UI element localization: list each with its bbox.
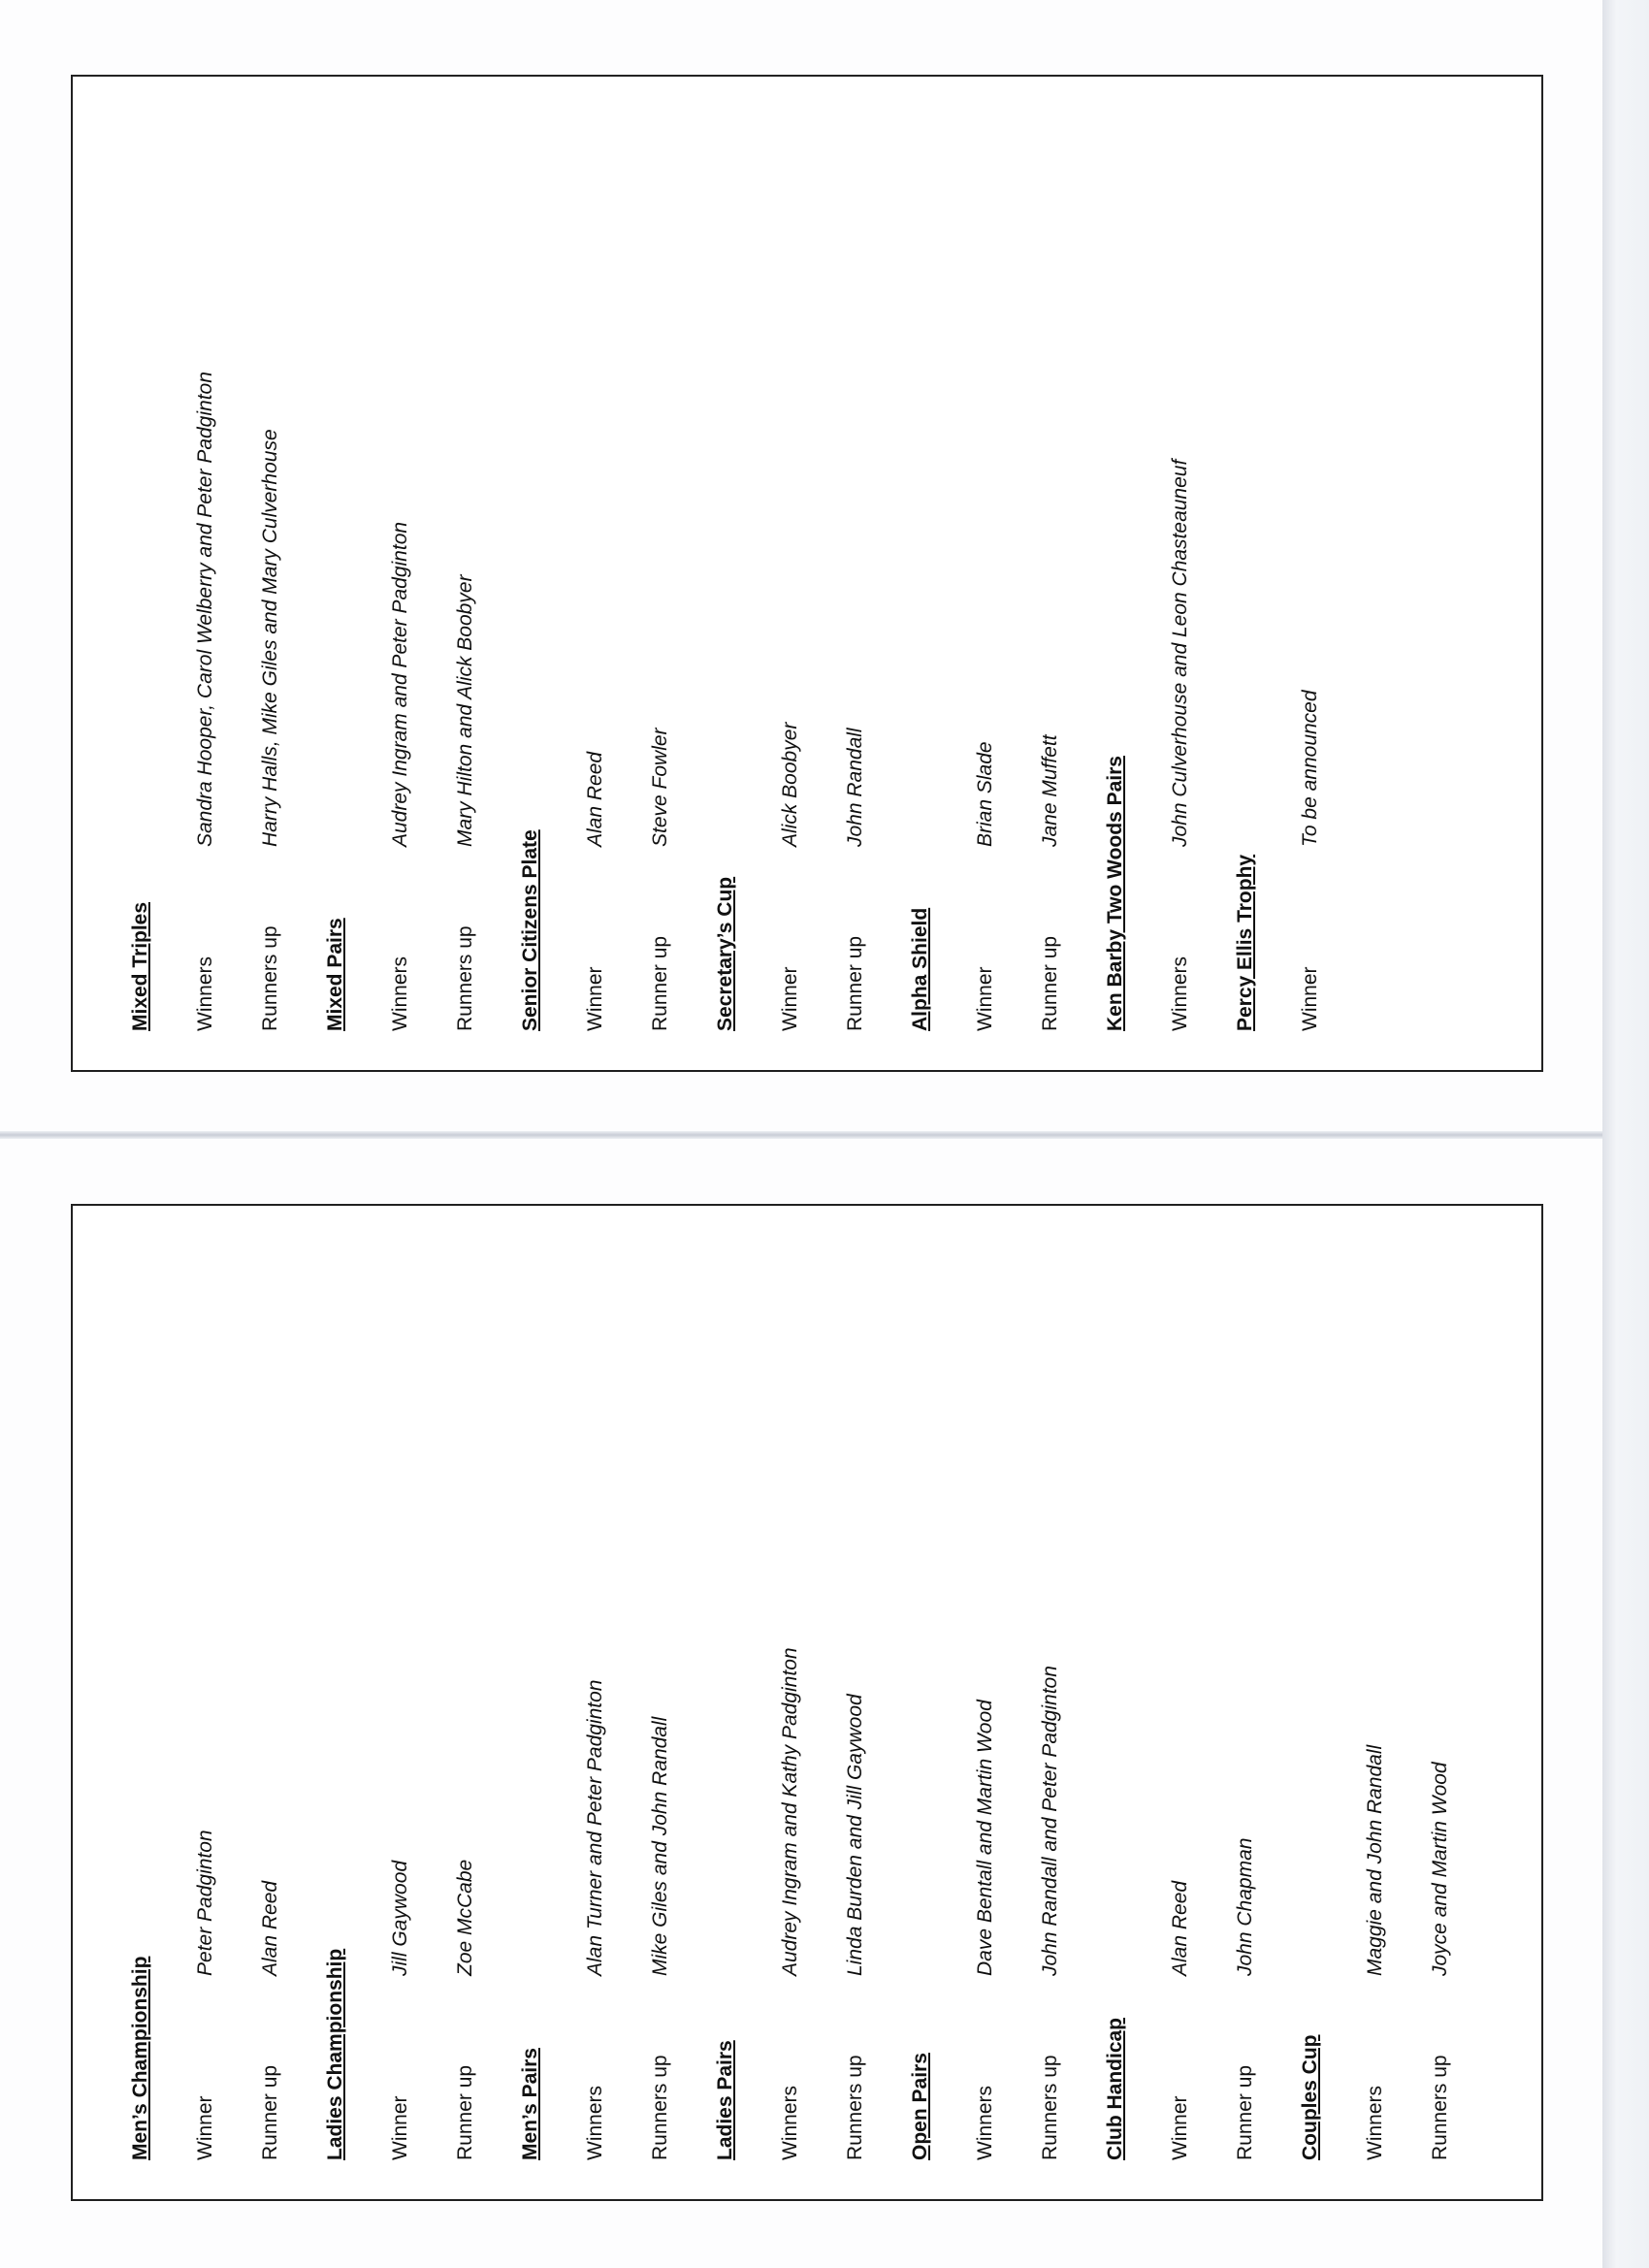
- result-name: Jill Gaywood: [388, 1860, 411, 1976]
- result-name: John Culverhouse and Leon Chasteauneuf: [1168, 459, 1191, 847]
- result-row: [1212, 1206, 1277, 2203]
- result-label: Runners up: [1428, 2055, 1451, 2160]
- result-label: Runner up: [258, 2064, 281, 2160]
- result-row: [823, 1206, 888, 2203]
- result-label: Runner up: [453, 2064, 476, 2160]
- section-title-open-pairs: Open Pairs: [909, 2053, 931, 2160]
- section-title-mixed-pairs: Mixed Pairs: [324, 918, 346, 1031]
- result-label: Winners: [973, 2085, 996, 2160]
- result-row: [953, 77, 1018, 1074]
- result-label: Runner up: [1233, 2064, 1256, 2160]
- result-name: John Randall: [843, 728, 866, 847]
- rotated-content-bottom: [73, 1206, 1545, 2203]
- result-row: [1148, 1206, 1212, 2203]
- result-row: [368, 77, 433, 1074]
- result-label: Winner: [973, 966, 996, 1031]
- result-name: John Chapman: [1233, 1837, 1256, 1976]
- result-name: Alick Boobyer: [778, 722, 801, 847]
- result-label: Runners up: [453, 925, 476, 1031]
- result-row: [1342, 1206, 1407, 2203]
- results-panel-top: [71, 75, 1543, 1072]
- result-name: Jane Muffett: [1038, 734, 1061, 847]
- result-row: [173, 1206, 238, 2203]
- result-name: Alan Turner and Peter Padginton: [583, 1679, 606, 1976]
- result-label: Runner up: [1038, 935, 1061, 1031]
- result-row: [628, 1206, 693, 2203]
- result-label: Winners: [1168, 956, 1191, 1031]
- result-name: Maggie and John Randall: [1363, 1744, 1386, 1976]
- scanner-edge: [1602, 0, 1649, 2268]
- section-title-mens-championship: Men’s Championship: [129, 1956, 151, 2160]
- results-panel-bottom: [71, 1204, 1543, 2201]
- result-label: Runner up: [843, 935, 866, 1031]
- result-row: [1277, 77, 1342, 1074]
- section-title-club-handicap: Club Handicap: [1104, 2017, 1126, 2160]
- result-label: Winner: [1298, 966, 1321, 1031]
- section-title-couples-cup: Couples Cup: [1299, 2034, 1321, 2160]
- result-label: Winner: [778, 966, 801, 1031]
- result-label: Winners: [583, 2085, 606, 2160]
- result-name: Joyce and Martin Wood: [1428, 1762, 1451, 1976]
- result-row: [238, 1206, 303, 2203]
- result-label: Winners: [388, 956, 411, 1031]
- result-name: Zoe McCabe: [453, 1859, 476, 1976]
- result-label: Winner: [388, 2095, 411, 2160]
- section-title-mixed-triples: Mixed Triples: [129, 901, 151, 1031]
- result-row: [433, 1206, 498, 2203]
- result-label: Runner up: [648, 935, 671, 1031]
- result-name: Dave Bentall and Martin Wood: [973, 1700, 996, 1976]
- result-row: [1407, 1206, 1472, 2203]
- result-name: John Randall and Peter Padginton: [1038, 1666, 1061, 1976]
- result-row: [238, 77, 303, 1074]
- section-title-mens-pairs: Men’s Pairs: [519, 2048, 541, 2160]
- result-label: Winners: [193, 956, 216, 1031]
- result-name: Audrey Ingram and Peter Padginton: [388, 521, 411, 847]
- result-name: Mike Giles and John Randall: [648, 1716, 671, 1976]
- result-row: [563, 77, 628, 1074]
- result-label: Runners up: [258, 925, 281, 1031]
- result-label: Runners up: [1038, 2055, 1061, 2160]
- result-row: [758, 1206, 823, 2203]
- result-label: Winner: [1168, 2095, 1191, 2160]
- result-label: Winner: [583, 966, 606, 1031]
- result-name: Steve Fowler: [648, 728, 671, 847]
- result-name: Brian Slade: [973, 741, 996, 847]
- result-row: [173, 77, 238, 1074]
- result-name: To be announced: [1298, 690, 1321, 847]
- result-name: Mary Hilton and Alick Boobyer: [453, 574, 476, 847]
- result-label: Winners: [1363, 2085, 1386, 2160]
- result-row: [1018, 77, 1083, 1074]
- result-row: [563, 1206, 628, 2203]
- result-name: Sandra Hooper, Carol Welberry and Peter Padginton: [193, 372, 216, 847]
- result-label: Winner: [193, 2095, 216, 2160]
- section-title-alpha-shield: Alpha Shield: [909, 907, 931, 1031]
- section-title-senior-citizens-plate: Senior Citizens Plate: [519, 829, 541, 1031]
- section-title-ken-barby-two-woods-pairs: Ken Barby Two Woods Pairs: [1104, 756, 1126, 1031]
- rotated-content-top: [73, 77, 1545, 1074]
- result-name: Harry Halls, Mike Giles and Mary Culverhouse: [258, 429, 281, 847]
- result-row: [953, 1206, 1018, 2203]
- result-row: [1148, 77, 1212, 1074]
- section-title-ladies-pairs: Ladies Pairs: [714, 2040, 736, 2160]
- section-title-percy-ellis-trophy: Percy Ellis Trophy: [1234, 854, 1256, 1031]
- result-row: [368, 1206, 433, 2203]
- fold-line: [0, 1131, 1602, 1139]
- result-row: [823, 77, 888, 1074]
- result-name: Peter Padginton: [193, 1830, 216, 1976]
- result-row: [1018, 1206, 1083, 2203]
- result-name: Alan Reed: [583, 751, 606, 847]
- section-title-ladies-championship: Ladies Championship: [324, 1948, 346, 2160]
- result-row: [628, 77, 693, 1074]
- section-title-secretarys-cup: Secretary’s Cup: [714, 876, 736, 1031]
- result-label: Runners up: [648, 2055, 671, 2160]
- result-name: Alan Reed: [1168, 1880, 1191, 1976]
- result-row: [758, 77, 823, 1074]
- result-label: Runners up: [843, 2055, 866, 2160]
- result-name: Audrey Ingram and Kathy Padginton: [778, 1647, 801, 1976]
- result-row: [433, 77, 498, 1074]
- result-name: Linda Burden and Jill Gaywood: [843, 1694, 866, 1976]
- result-label: Winners: [778, 2085, 801, 2160]
- result-name: Alan Reed: [258, 1880, 281, 1976]
